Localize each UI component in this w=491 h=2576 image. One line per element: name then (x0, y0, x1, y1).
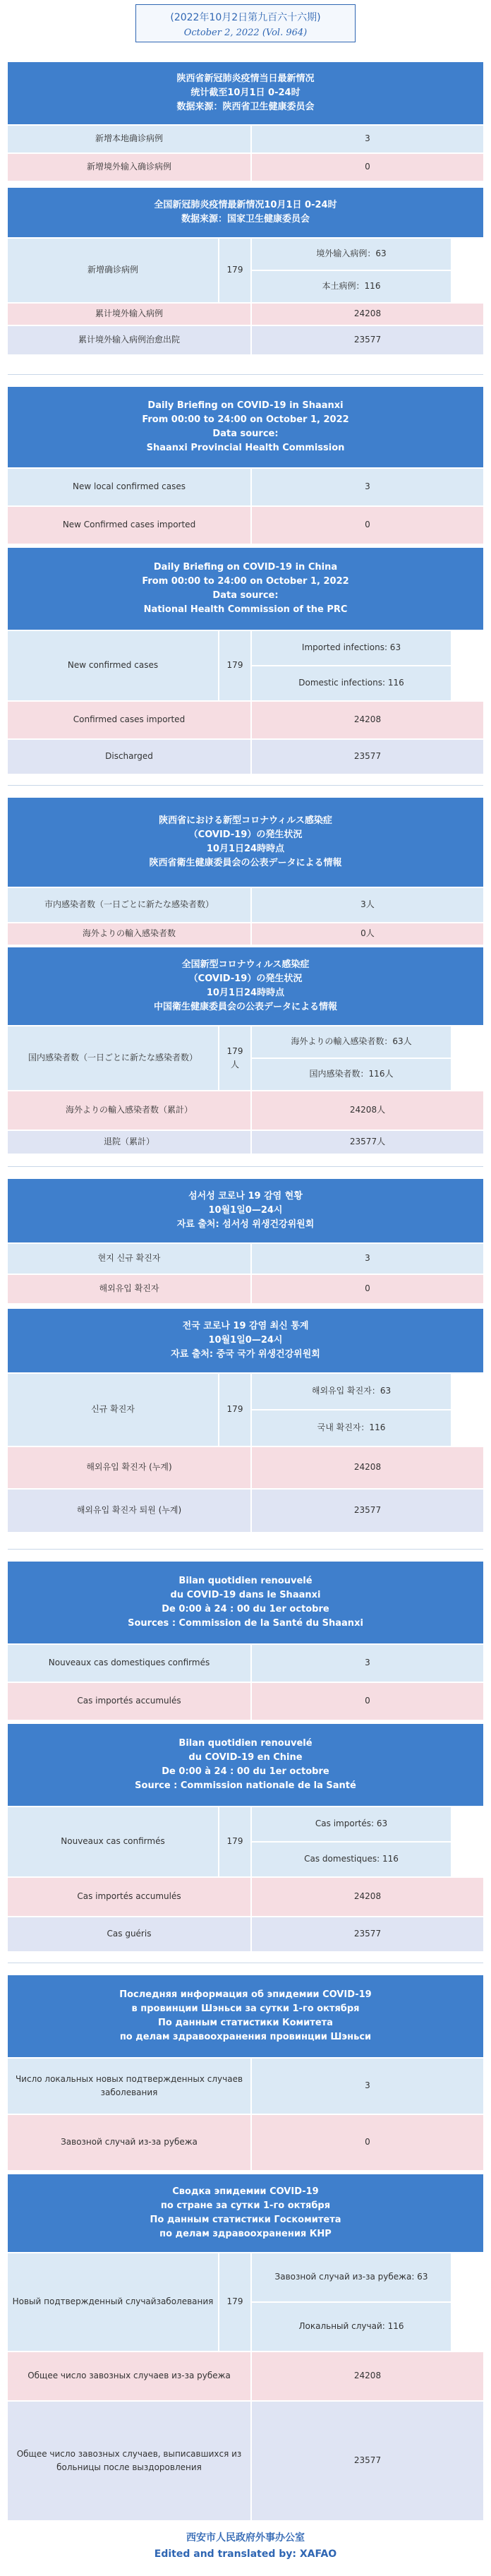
table-row (8, 152, 483, 181)
new-total: 179人 (218, 1026, 250, 1090)
domestic-cases: Cas domestiques: 116 (252, 1841, 451, 1876)
header-line: Data source: (212, 429, 279, 439)
ru-china-header (8, 2174, 483, 2252)
row-label: Число локальных новых подтвержденных случаев заболевания (8, 2059, 250, 2114)
row-value: 3 (250, 126, 483, 152)
header-line: 10월1일0—24시 (208, 1334, 283, 1346)
ko-china-header (8, 1309, 483, 1372)
row-label: 해외유입 확진자 (누계) (8, 1447, 250, 1488)
header-line: 中国衛生健康委員会の公表データによる情報 (153, 1002, 337, 1013)
row-label: Nouveaux cas domestiques confirmés (8, 1645, 250, 1682)
section-divider (8, 1166, 483, 1167)
fr-shaanxi-header (8, 1562, 483, 1643)
section-divider (8, 374, 483, 375)
header-line: 섬서성 코로나 19 감염 현황 (188, 1190, 303, 1202)
row-value: 3 (250, 1244, 483, 1274)
row-label: New Confirmed cases imported (8, 507, 250, 544)
zh-china-header (8, 188, 483, 237)
table-row (8, 630, 483, 700)
header-line: 10月1日24時時点 (206, 844, 285, 854)
header-line: Data source: (212, 590, 279, 601)
new-total: 179 (218, 239, 250, 302)
table-row (8, 1682, 483, 1720)
header-line: Sources : Commission de la Santé du Shaanxi (128, 1618, 363, 1629)
imported-cases: 해외유입 확진자：63 (252, 1374, 451, 1409)
row-label: 新增本地确诊病例 (8, 126, 250, 152)
header-line: 全国新型コロナウィルス感染症 (181, 959, 310, 970)
row-value: 3人 (250, 888, 483, 922)
table-row (8, 124, 483, 152)
table-row (8, 1130, 483, 1154)
imported-cases: Imported infections: 63 (252, 631, 451, 665)
row-label: Завозной случай из-за рубежа (8, 2115, 250, 2170)
header-line: Daily Briefing on COVID-19 in Shaanxi (147, 400, 344, 411)
table-row (8, 1274, 483, 1303)
row-label: 현지 신규 확진자 (8, 1244, 250, 1274)
issue-date-zh: (2022年10月2日第九百六十六期) (170, 12, 321, 23)
row-label: 市内感染者数（一日ごとに新たな感染者数） (8, 888, 250, 922)
table-row (8, 325, 483, 354)
footer-credit: Edited and translated by: XAFAO (154, 2548, 337, 2560)
row-value: 24208 (250, 1447, 483, 1488)
domestic-cases: 국내 확진자：116 (252, 1409, 451, 1446)
breakdown (250, 631, 451, 700)
row-label: Общее число завозных случаев, выписавшихся из больницы после выздоровления (8, 2402, 250, 2520)
header-line: По данным статистики Комитета (158, 2018, 333, 2028)
imported-cases: Cas importés: 63 (252, 1807, 451, 1841)
breakdown (250, 1807, 451, 1876)
header-line: 10월1일0—24시 (208, 1204, 283, 1216)
breakdown (250, 239, 451, 302)
header-line: Bilan quotidien renouvelé (178, 1737, 313, 1749)
fr-shaanxi-table (8, 1562, 483, 1720)
en-shaanxi-table (8, 387, 483, 544)
row-label: Nouveaux cas confirmés (8, 1807, 218, 1876)
row-value: 0 (250, 2115, 483, 2170)
row-label: 해외유입 확진자 (8, 1275, 250, 1303)
header-line: du COVID-19 dans le Shaanxi (170, 1589, 321, 1600)
table-row (8, 1643, 483, 1682)
header-line: Bilan quotidien renouvelé (178, 1575, 313, 1586)
table-row (8, 237, 483, 302)
row-label: Cas guéris (8, 1917, 250, 1951)
table-row (8, 2057, 483, 2114)
row-label: Cas importés accumulés (8, 1683, 250, 1720)
row-label: 累计境外输入病例 (8, 304, 250, 325)
header-line: National Health Commission of the PRC (143, 604, 348, 616)
table-row (8, 467, 483, 505)
table-row (8, 2400, 483, 2520)
row-label: Discharged (8, 740, 250, 774)
en-china-table (8, 548, 483, 774)
row-value: 0 (250, 154, 483, 181)
row-value: 24208人 (250, 1091, 483, 1130)
row-label: Cas importés accumulés (8, 1878, 250, 1916)
issue-box (135, 4, 356, 42)
zh-shaanxi-header (8, 62, 483, 124)
row-value: 0 (250, 1683, 483, 1720)
header-line: （COVID-19）の発生状況 (188, 973, 303, 984)
header-line: По данным статистики Госкомитета (150, 2215, 341, 2225)
header-line: Source : Commission nationale de la Santé (135, 1780, 356, 1792)
row-label: New confirmed cases (8, 631, 218, 700)
row-value: 0人 (250, 923, 483, 945)
row-value: 23577 (250, 1917, 483, 1951)
row-value: 23577 (250, 1490, 483, 1532)
header-line: 자료 출처: 섬서성 위생건강위원회 (176, 1219, 315, 1230)
ja-shaanxi-table (8, 798, 483, 945)
table-row (8, 1372, 483, 1446)
row-value: 3 (250, 2059, 483, 2114)
ja-china-header (8, 947, 483, 1025)
ja-china-table (8, 947, 483, 1154)
ru-china-table (8, 2174, 483, 2520)
header-line: 자료 출처: 중국 국가 위생건강위원회 (171, 1349, 320, 1360)
row-value: 24208 (250, 702, 483, 738)
header-line: по делам здравоохранения КНР (159, 2229, 332, 2240)
table-row (8, 2252, 483, 2351)
issue-date-en: October 2, 2022 (Vol. 964) (183, 28, 308, 38)
table-row (8, 887, 483, 922)
row-value: 24208 (250, 1878, 483, 1916)
ja-shaanxi-header (8, 798, 483, 887)
new-total: 179 (218, 1807, 250, 1876)
header-line: De 0:00 à 24 : 00 du 1er octobre (162, 1604, 329, 1615)
row-label: Confirmed cases imported (8, 702, 250, 738)
row-value: 0 (250, 1275, 483, 1303)
row-value: 23577人 (250, 1131, 483, 1154)
row-label: 新增境外输入确诊病例 (8, 154, 250, 181)
domestic-cases: Локальный случай: 116 (252, 2301, 451, 2351)
header-line: From 00:00 to 24:00 on October 1, 2022 (142, 575, 349, 587)
table-row (8, 1488, 483, 1532)
row-label: 国内感染者数（一日ごとに新たな感染者数） (8, 1026, 218, 1090)
table-row (8, 700, 483, 738)
row-label: 新增确诊病例 (8, 239, 218, 302)
header-line: 10月1日24時時点 (206, 988, 285, 998)
breakdown (250, 1374, 451, 1446)
table-row (8, 2351, 483, 2400)
header-line: 统计截至10月1日 0-24时 (190, 87, 301, 98)
table-row (8, 738, 483, 774)
table-row (8, 1025, 483, 1090)
table-row (8, 1446, 483, 1488)
footer-office: 西安市人民政府外事办公室 (186, 2532, 305, 2544)
table-row (8, 302, 483, 325)
row-label: 海外よりの輸入感染者数 (8, 923, 250, 945)
row-label: 海外よりの輸入感染者数（累計） (8, 1091, 250, 1130)
imported-cases: 海外よりの輸入感染者数：63人 (252, 1026, 451, 1058)
ko-shaanxi-table (8, 1179, 483, 1303)
row-value: 23577 (250, 326, 483, 354)
table-row (8, 505, 483, 544)
row-label: New local confirmed cases (8, 469, 250, 505)
imported-cases: 境外输入病例：63 (252, 239, 451, 270)
table-row (8, 1806, 483, 1876)
ko-china-table (8, 1309, 483, 1532)
zh-shaanxi-table (8, 62, 483, 181)
header-line: du COVID-19 en Chine (188, 1751, 303, 1763)
ru-shaanxi-table (8, 1975, 483, 2170)
header-line: De 0:00 à 24 : 00 du 1er octobre (162, 1766, 329, 1777)
row-value: 3 (250, 1645, 483, 1682)
header-line: по стране за сутки 1-го октября (160, 2200, 331, 2211)
header-line: 数据来源：国家卫生健康委员会 (181, 214, 310, 224)
header-line: по делам здравоохранения провинции Шэньси (119, 2032, 372, 2043)
row-value: 24208 (250, 2352, 483, 2400)
header-line: （COVID-19）の発生状況 (188, 829, 303, 840)
header-line: в провинции Шэньси за сутки 1-го октября (131, 2003, 360, 2014)
header-line: From 00:00 to 24:00 on October 1, 2022 (142, 414, 349, 425)
en-shaanxi-header (8, 387, 483, 467)
row-value: 23577 (250, 2402, 483, 2520)
table-row (8, 1090, 483, 1130)
ru-shaanxi-header (8, 1975, 483, 2057)
row-label: Новый подтвержденный случайзаболевания (8, 2253, 218, 2351)
breakdown (250, 1026, 451, 1090)
fr-china-header (8, 1724, 483, 1806)
section-divider (8, 785, 483, 786)
header-line: 陝西省における新型コロナウィルス感染症 (159, 815, 332, 826)
imported-cases: Завозной случай из-за рубежа: 63 (252, 2253, 451, 2301)
table-row (8, 922, 483, 945)
header-line: 数据来源：陕西省卫生健康委员会 (176, 102, 315, 113)
row-label: 累计境外输入病例治愈出院 (8, 326, 250, 354)
domestic-cases: 国内感染者数：116人 (252, 1058, 451, 1090)
header-line: 陕西省新冠肺炎疫情当日最新情况 (176, 73, 315, 84)
footer (0, 2530, 491, 2560)
row-value: 23577 (250, 740, 483, 774)
ko-shaanxi-header (8, 1179, 483, 1242)
header-line: Shaanxi Provincial Health Commission (146, 443, 345, 454)
table-row (8, 2114, 483, 2170)
row-label: Общее число завозных случаев из-за рубежа (8, 2352, 250, 2400)
row-label: 退院（累計） (8, 1131, 250, 1154)
row-label: 해외유입 확진자 퇴원 (누계) (8, 1490, 250, 1532)
new-total: 179 (218, 631, 250, 700)
table-row (8, 1876, 483, 1916)
row-value: 0 (250, 507, 483, 544)
table-row (8, 1242, 483, 1274)
new-total: 179 (218, 1374, 250, 1446)
header-line: Daily Briefing on COVID-19 in China (153, 561, 338, 573)
breakdown (250, 2253, 451, 2351)
header-line: 全国新冠肺炎疫情最新情况10月1日 0-24时 (154, 199, 337, 210)
header-line: 전국 코로나 19 감염 최신 통계 (182, 1320, 309, 1331)
zh-china-table (8, 188, 483, 354)
header-line: 陝西省衛生健康委員会の公表データによる情報 (149, 858, 342, 869)
domestic-cases: 本土病例：116 (252, 270, 451, 302)
section-divider (8, 1549, 483, 1550)
new-total: 179 (218, 2253, 250, 2351)
domestic-cases: Domestic infections: 116 (252, 665, 451, 700)
en-china-header (8, 548, 483, 630)
header-line: Последняя информация об эпидемии COVID-19 (119, 1989, 372, 2000)
row-label: 신규 확진자 (8, 1374, 218, 1446)
row-value: 3 (250, 469, 483, 505)
header-line: Сводка эпидемии COVID-19 (172, 2186, 319, 2197)
fr-china-table (8, 1724, 483, 1951)
table-row (8, 1916, 483, 1951)
row-value: 24208 (250, 304, 483, 325)
